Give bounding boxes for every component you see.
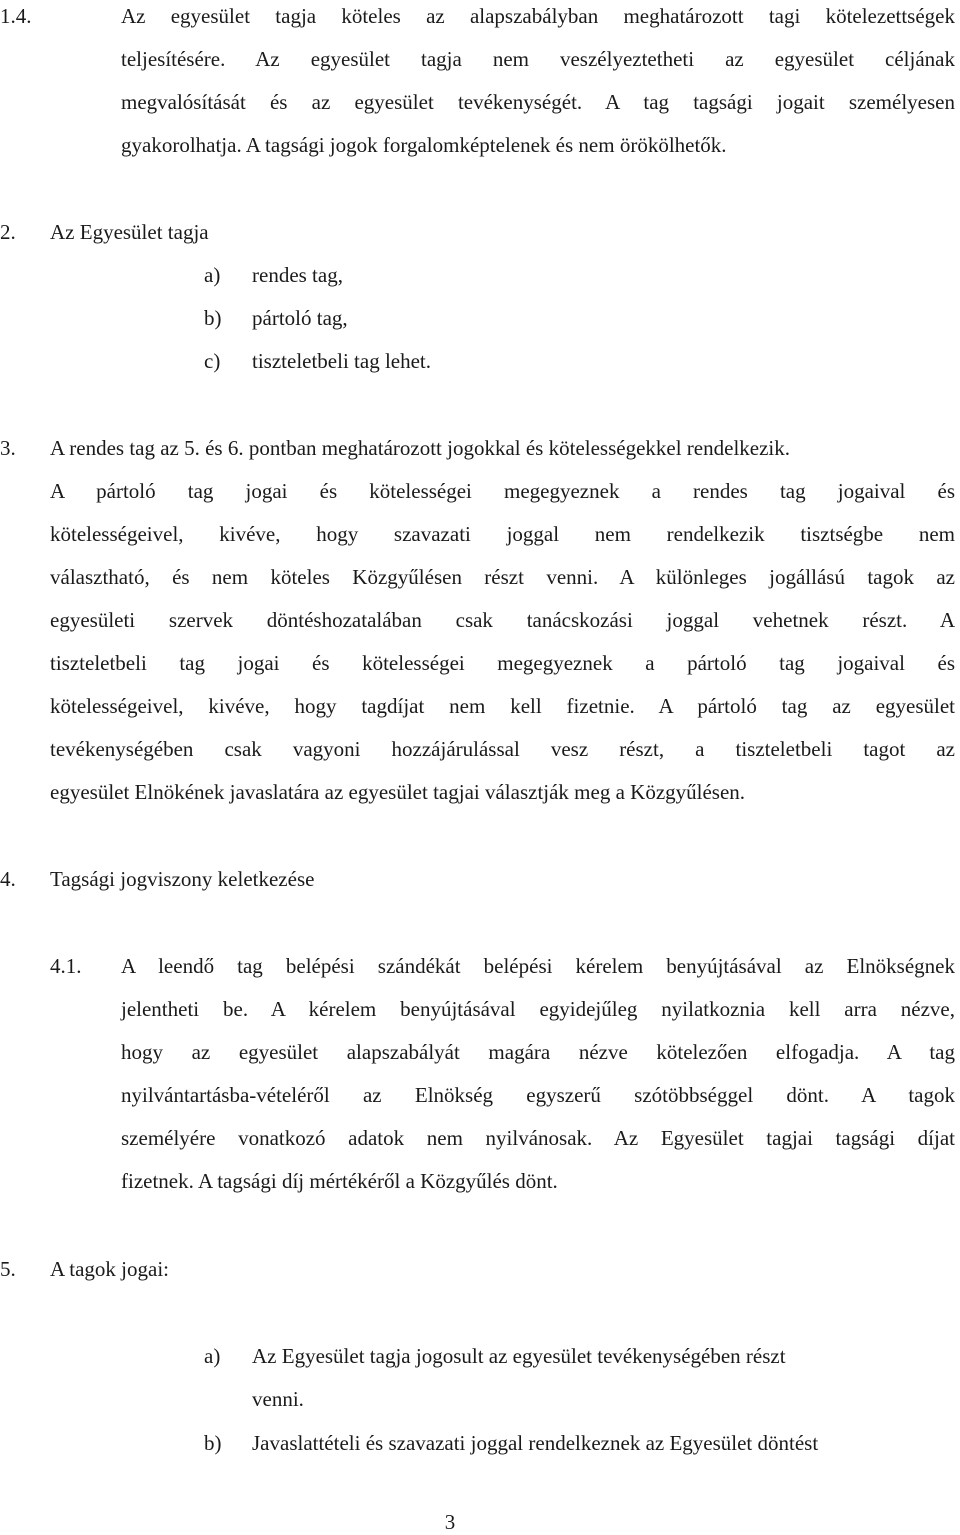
paragraph-line: gyakorolhatja. A tagsági jogok forgalomképtelenek és nem örökölhetők. <box>121 133 727 157</box>
list-item: Javaslattételi és szavazati joggal rendelkeznek az Egyesület döntést <box>252 1431 819 1455</box>
paragraph-line: A leendő tag belépési szándékát belépési kérelem benyújtásával az Elnökségnek <box>121 954 955 978</box>
paragraph-line: kötelességeivel, kivéve, hogy tagdíjat nem kell fizetnie. A pártoló tag az egyesület <box>50 694 955 718</box>
section-number: 3. <box>0 436 16 460</box>
list-marker: a) <box>204 1344 221 1368</box>
list-item: tiszteletbeli tag lehet. <box>252 349 432 373</box>
paragraph-line: jelentheti be. A kérelem benyújtásával egyidejűleg nyilatkoznia kell arra nézve, <box>121 997 955 1021</box>
paragraph-line: egyesületi szervek döntéshozatalában csak tanácskozási joggal vehetnek részt. A <box>50 608 955 632</box>
paragraph-line: megvalósítását és az egyesület tevékenységét. A tag tagsági jogait személyesen <box>121 90 955 114</box>
list-marker: b) <box>204 1431 222 1455</box>
section-title: Az Egyesület tagja <box>50 220 209 244</box>
paragraph-line: kötelességeivel, kivéve, hogy szavazati joggal nem rendelkezik tisztségbe nem <box>50 522 955 546</box>
paragraph-line: Az egyesület tagja köteles az alapszabályban meghatározott tagi kötelezettségek <box>121 4 955 28</box>
section-title: A tagok jogai: <box>50 1257 169 1281</box>
paragraph-line: választható, és nem köteles Közgyűlésen részt venni. A különleges jogállású tagok az <box>50 565 955 589</box>
list-marker: c) <box>204 349 221 373</box>
paragraph-line: hogy az egyesület alapszabályát magára nézve kötelezően elfogadja. A tag <box>121 1040 955 1064</box>
page-number: 3 <box>444 1510 456 1534</box>
section-title: Tagsági jogviszony keletkezése <box>50 867 315 891</box>
list-item: rendes tag, <box>252 263 343 287</box>
paragraph-line: A pártoló tag jogai és kötelességei megegyeznek a rendes tag jogaival és <box>50 479 955 503</box>
paragraph-line: tevékenységében csak vagyoni hozzájárulással vesz részt, a tiszteletbeli tagot az <box>50 737 955 761</box>
section-number: 1.4. <box>0 4 32 28</box>
list-item: pártoló tag, <box>252 306 348 330</box>
list-marker: a) <box>204 263 221 287</box>
paragraph-line: egyesület Elnökének javaslatára az egyesület tagjai választják meg a Közgyűlésen. <box>50 780 746 804</box>
paragraph-line: A rendes tag az 5. és 6. pontban meghatározott jogokkal és kötelességekkel rendelkezik. <box>50 436 791 460</box>
list-item-continuation: venni. <box>252 1387 304 1411</box>
list-marker: b) <box>204 306 222 330</box>
paragraph-line: fizetnek. A tagsági díj mértékéről a Közgyűlés dönt. <box>121 1169 558 1193</box>
paragraph-line: tiszteletbeli tag jogai és kötelességei megegyeznek a pártoló tag jogaival és <box>50 651 955 675</box>
section-number: 4.1. <box>50 954 82 978</box>
paragraph-line: nyilvántartásba-vételéről az Elnökség egyszerű szótöbbséggel dönt. A tagok <box>121 1083 955 1107</box>
paragraph-line: teljesítésére. Az egyesület tagja nem veszélyeztetheti az egyesület céljának <box>121 47 955 71</box>
section-number: 4. <box>0 867 16 891</box>
list-item: Az Egyesület tagja jogosult az egyesület tevékenységében részt <box>252 1344 786 1368</box>
section-number: 2. <box>0 220 16 244</box>
paragraph-line: személyére vonatkozó adatok nem nyilvánosak. Az Egyesület tagjai tagsági díjat <box>121 1126 955 1150</box>
section-number: 5. <box>0 1257 16 1281</box>
